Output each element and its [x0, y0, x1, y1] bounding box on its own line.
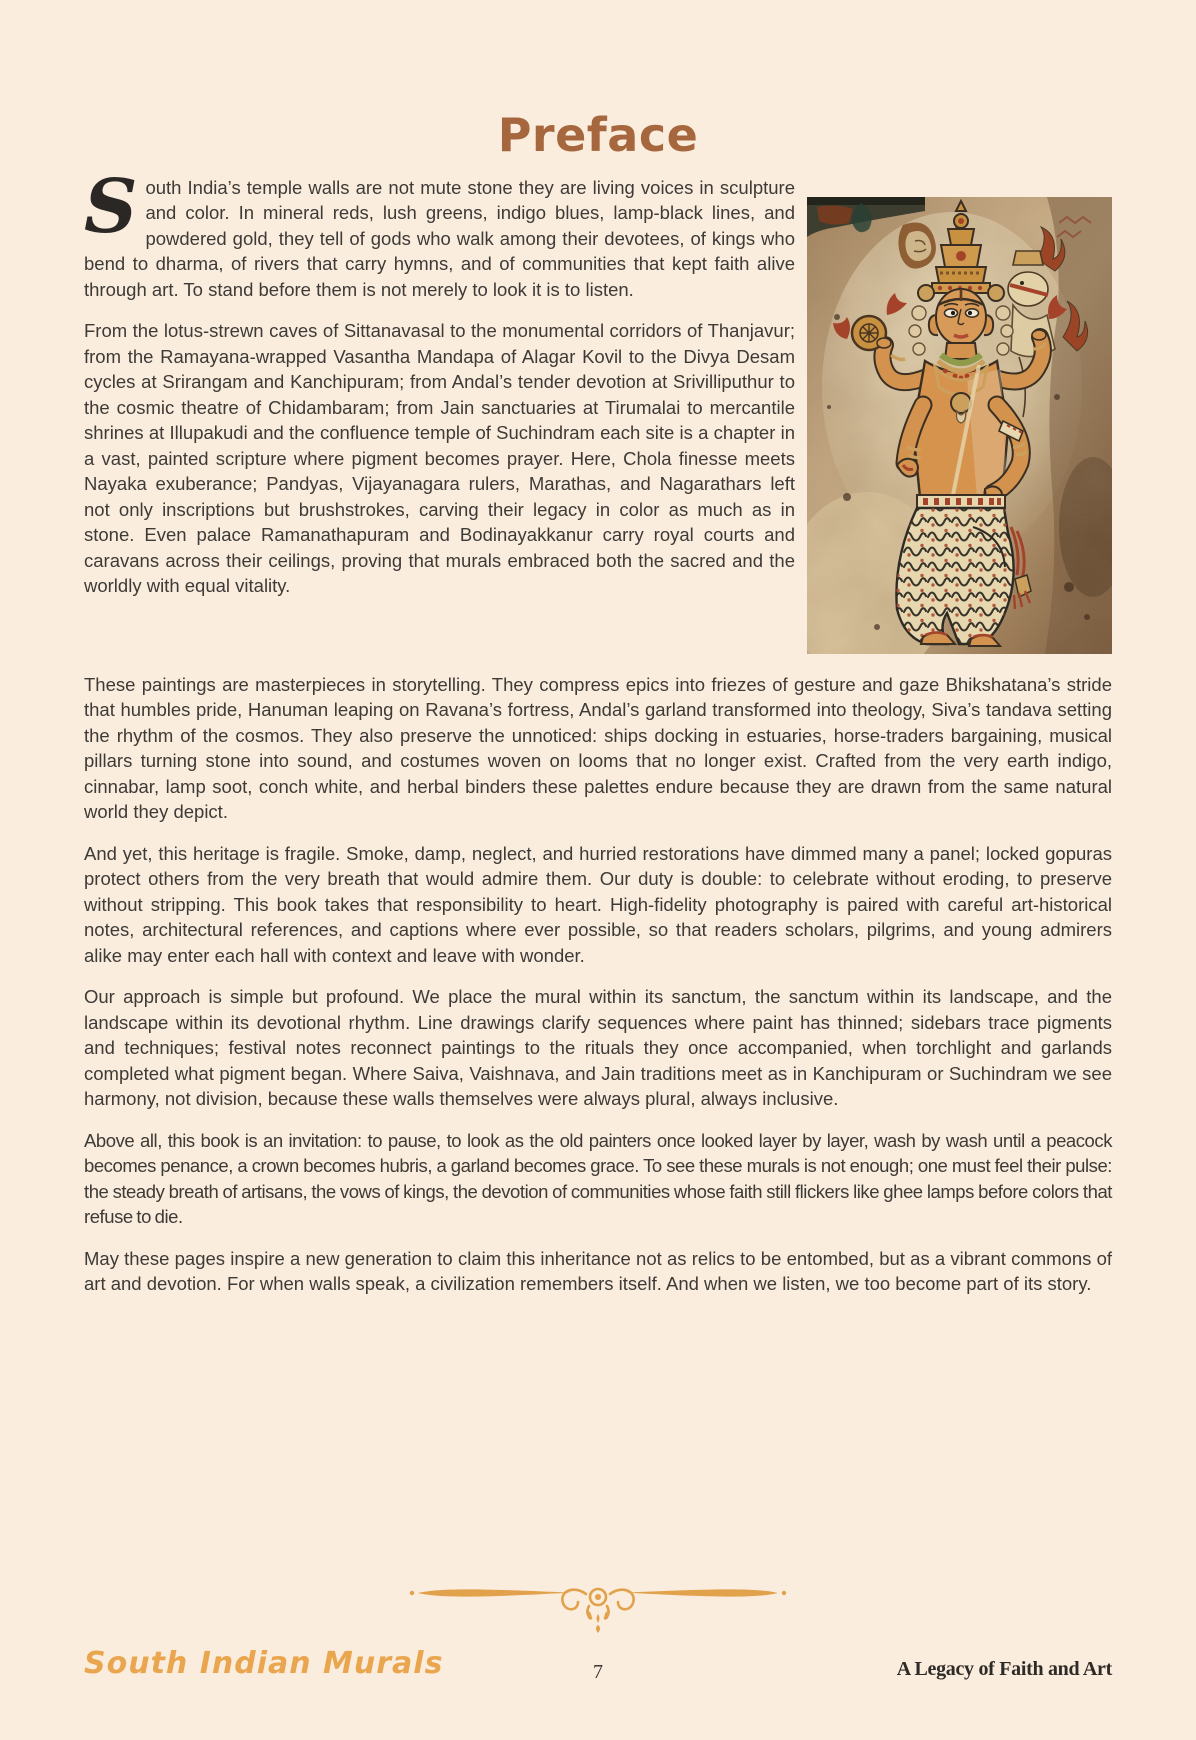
page-title: Preface [497, 108, 699, 162]
paragraph-opening-text: outh India’s temple walls are not mute stone they are living voices in sculpture and color. In mineral reds, lush greens, indigo blues, lamp-black lines, and powdered gold, they tell of gods who walk among their devotees, of kings who bend to dharma, of rivers that carry hymns, and of communities that kept faith alive through art. To stand before them is not merely to look it is to listen. [84, 176, 795, 300]
paragraph-approach: Our approach is simple but profound. We place the mural within its sanctum, the sanctum within its landscape, and the landscape within its devotional rhythm. Line drawings clarify sequences where paint has thinned; sidebars trace pigments and techniques; festival notes reconnect paintings to the rituals they once accompanied, when torchlight and garlands completed what pigment began. Where Saiva, Vaishnava, and Jain traditions meet as in Kanchipuram or Suchindram we see harmony, not division, because these walls themselves were always plural, always inclusive. [84, 986, 1112, 1110]
paragraph-storytelling: These paintings are masterpieces in storytelling. They compress epics into friezes of gesture and gaze Bhikshatana’s stride that humbles pride, Hanuman leaping on Ravana’s fortress, Andal’s garland transformed into theology, Siva’s tandava setting the rhythm of the cosmos. They also preserve the unnoticed: ships docking in estuaries, horse-traders bargaining, musical pillars turning stone into sound, and costumes woven on looms that no longer exist. Crafted from the very earth indigo, cinnabar, lamp soot, conch white, and herbal binders these palettes endure because they are drawn from the same natural world they depict. [84, 673, 1112, 823]
ornamental-divider [408, 1580, 788, 1636]
paragraph-closing: May these pages inspire a new generation to claim this inheritance not as relics to be entombed, but as a vibrant commons of art and devotion. For when walls speak, a civilization remembers itself. And when we listen, we too become part of its story. [84, 1247, 1112, 1295]
drop-cap: S [84, 163, 138, 250]
mural-illustration [807, 197, 1112, 654]
footer-book-title: South Indian Murals [84, 1646, 444, 1681]
paragraph-invitation: Above all, this book is an invitation: to pause, to look as the old painters once looked layer by layer, wash by wash until a peacock becomes penance, a crown becomes hubris, a garland becomes grace. To see these murals is not enough; one must feel their pulse: the steady breath of artisans, the vows of kings, the devotion of communities whose faith still flickers like ghee lamps before colors that refuse to die. [84, 1129, 1112, 1228]
paragraph-fragile-heritage: And yet, this heritage is fragile. Smoke, damp, neglect, and hurried restorations have dimmed many a panel; locked gopuras protect others from the very breath that would admire them. Our duty is double: to celebrate without eroding, to preserve without stripping. This book takes that responsibility to heart. High-fidelity photography is paired with careful art-historical notes, architectural references, and captions where ever possible, so that readers scholars, pilgrims, and young admirers alike may enter each hall with context and leave with wonder. [84, 842, 1112, 966]
footer-page-number: 7 [593, 1661, 603, 1683]
footer-book-subtitle: A Legacy of Faith and Art [896, 1658, 1112, 1680]
preface-body [84, 163, 1112, 1297]
mural-image [807, 197, 1112, 654]
paragraph-sites: From the lotus-strewn caves of Sittanavasal to the monumental corridors of Thanjavur; from the Ramayana-wrapped Vasantha Mandapa of Alagar Kovil to the Divya Desam cycles at Srirangam and Kanchipuram; from Andal’s tender devotion at Srivilliputhur to the cosmic theatre of Chidambaram; from Jain sanctuaries at Tirumalai to mercantile shrines at Illupakudi and the confluence temple of Suchindram each site is a chapter in a vast, painted scripture where pigment becomes prayer. Here, Chola finesse meets Nayaka exuberance; Pandyas, Vijayanagara rulers, Marathas, and Nagarathars left not only inscriptions but brushstrokes, carving their legacy in color as much as in stone. Even palace Ramanathapuram and Bodinayakkanur carry royal courts and caravans across their ceilings, proving that murals embraced both the sacred and the worldly with equal vitality. [84, 320, 795, 597]
page-footer [84, 1646, 1112, 1692]
